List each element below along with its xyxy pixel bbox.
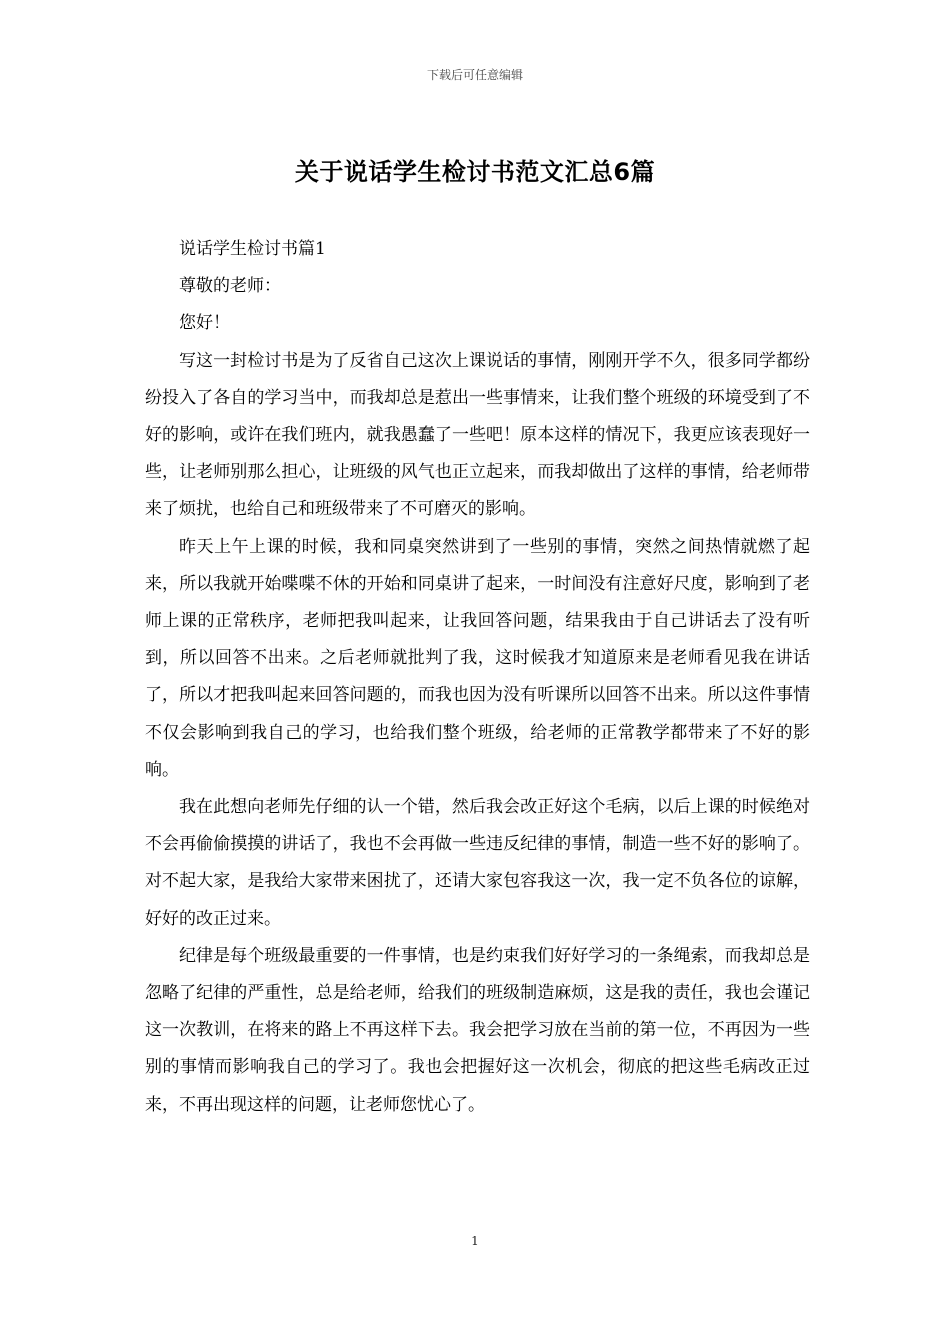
document-body — [145, 231, 810, 1124]
section-heading: 说话学生检讨书篇1 — [179, 239, 326, 259]
page-number: 1 — [471, 1234, 479, 1248]
body-paragraph: 纪律是每个班级最重要的一件事情，也是约束我们好好学习的一条绳索，而我却总是忽略了纪律的严重性，总是给老师，给我们的班级制造麻烦，这是我的责任，我也会谨记这一次教训，在将来的路上不再这样下去。我会把学习放在当前的第一位，不再因为一些别的事情而影响我自己的学习了。我也会把握好这一次机会，彻底的把这些毛病改正过来，不再出现这样的问题，让老师您忧心了。 — [145, 945, 810, 1115]
header-note: 下载后可任意编辑 — [426, 68, 523, 82]
body-paragraph: 昨天上午上课的时候，我和同桌突然讲到了一些别的事情，突然之间热情就燃了起来，所以我就开始喋喋不休的开始和同桌讲了起来，一时间没有注意好尺度，影响到了老师上课的正常秩序，老师把我叫起来，让我回答问题，结果我由于自己讲话去了没有听到，所以回答不出来。之后老师就批判了我，这时候我才知道原来是老师看见我在讲话了，所以才把我叫起来回答问题的，而我也因为没有听课所以回答不出来。所以这件事情不仅会影响到我自己的学习，也给我们整个班级，给老师的正常教学都带来了不好的影响。 — [145, 536, 810, 780]
document-title: 关于说话学生检讨书范文汇总6篇 — [294, 158, 656, 186]
salutation: 尊敬的老师： — [179, 276, 281, 297]
body-paragraph: 我在此想向老师先仔细的认一个错，然后我会改正好这个毛病，以后上课的时候绝对不会再偷偷摸摸的讲话了，我也不会再做一些违反纪律的事情，制造一些不好的影响了。对不起大家，是我给大家带来困扰了，还请大家包容我这一次，我一定不负各位的谅解，好好的改正过来。 — [145, 797, 810, 929]
body-paragraph: 写这一封检讨书是为了反省自己这次上课说话的事情，刚刚开学不久，很多同学都纷纷投入了各自的学习当中，而我却总是惹出一些事情来，让我们整个班级的环境受到了不好的影响，或许在我们班内，就我愚蠢了一些吧！原本这样的情况下，我更应该表现好一些，让老师别那么担心，让班级的风气也正立起来，而我却做出了这样的事情，给老师带来了烦扰，也给自己和班级带来了不可磨灭的影响。 — [145, 350, 810, 520]
greeting: 您好！ — [179, 313, 230, 334]
